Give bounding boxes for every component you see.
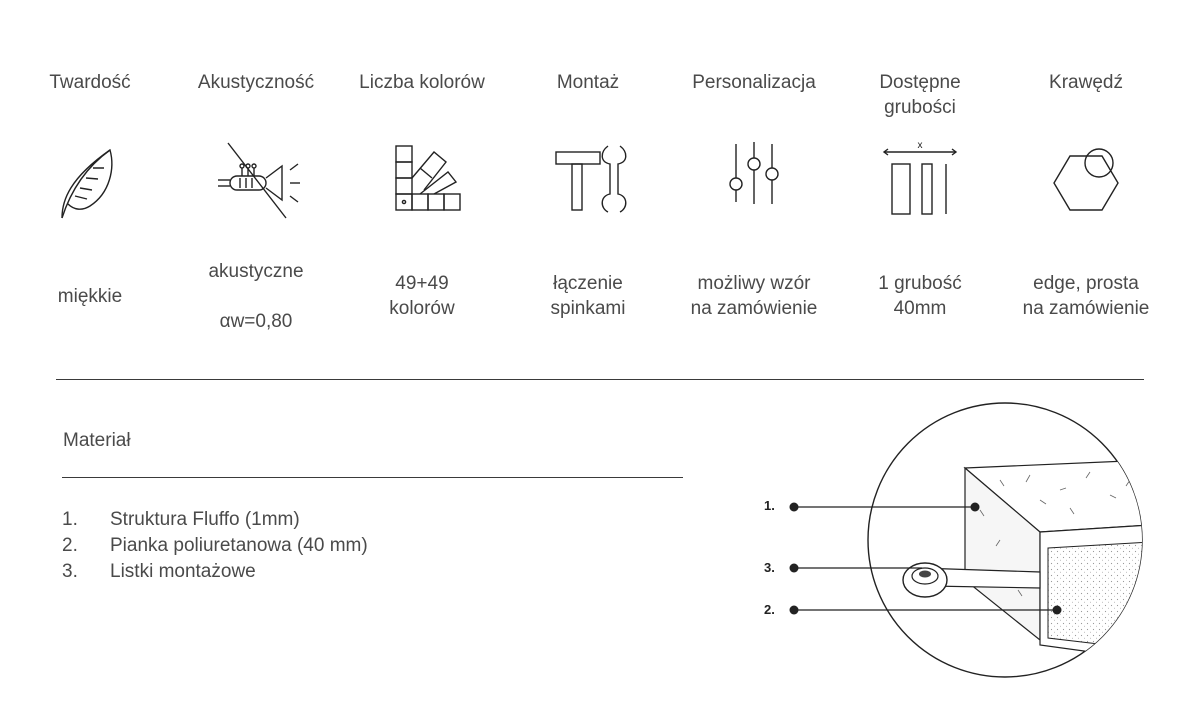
diagram-label-3: 3. — [764, 560, 775, 575]
diagram-label-1: 1. — [764, 498, 775, 513]
feature-value — [171, 260, 341, 332]
list-item — [62, 559, 368, 585]
list-item-text: Pianka poliuretanowa (40 mm) — [110, 535, 368, 556]
feature-title: Montaż — [556, 72, 620, 93]
feature-title: Personalizacja — [692, 72, 816, 93]
feature-value: łączenie spinkami — [550, 273, 626, 319]
feature-value: możliwy wzór na zamówienie — [690, 273, 818, 319]
features-row — [0, 0, 1200, 340]
thickness-x-label: x — [917, 140, 923, 151]
feature-mounting — [503, 70, 673, 319]
feature-value-line1: akustyczne — [208, 260, 304, 282]
feature-title: Twardość — [49, 72, 131, 93]
feature-thickness — [835, 70, 1005, 319]
feature-edge — [1001, 70, 1171, 319]
feature-colors — [337, 70, 507, 319]
feature-value-line2: αw=0,80 — [219, 310, 293, 332]
feature-title: Liczba kolorów — [359, 72, 485, 93]
hammer-wrench-icon — [538, 138, 638, 228]
diagram-label-2: 2. — [764, 602, 775, 617]
feature-value: miękkie — [57, 285, 123, 307]
feature-value: 1 grubość 40mm — [878, 273, 962, 319]
list-item-text: Listki montażowe — [110, 561, 256, 582]
list-item — [62, 533, 368, 559]
hexagon-circle-icon — [1036, 138, 1136, 228]
feature-personalization — [669, 70, 839, 319]
material-title: Materiał — [63, 430, 131, 451]
list-item-number: 1. — [62, 509, 78, 530]
list-item-number: 2. — [62, 535, 78, 556]
feature-acoustics — [171, 70, 341, 332]
feather-icon — [40, 138, 140, 228]
material-cross-section-diagram — [750, 400, 1170, 700]
feature-title: Akustyczność — [197, 72, 315, 93]
feature-value: edge, prosta na zamówienie — [1022, 273, 1150, 319]
color-swatch-icon — [372, 138, 472, 228]
crossed-trumpet-icon — [206, 138, 306, 228]
list-item-text: Struktura Fluffo (1mm) — [110, 509, 300, 530]
section-divider — [56, 379, 1144, 380]
list-item — [62, 507, 368, 533]
feature-hardness — [5, 70, 175, 307]
sliders-icon — [704, 138, 804, 228]
material-divider — [62, 477, 683, 478]
feature-value: 49+49 kolorów — [389, 273, 455, 319]
feature-title: Krawędź — [1049, 72, 1123, 93]
material-list — [62, 507, 368, 585]
list-item-number: 3. — [62, 561, 78, 582]
feature-title: Dostępne grubości — [879, 72, 961, 118]
thickness-icon — [870, 138, 970, 228]
